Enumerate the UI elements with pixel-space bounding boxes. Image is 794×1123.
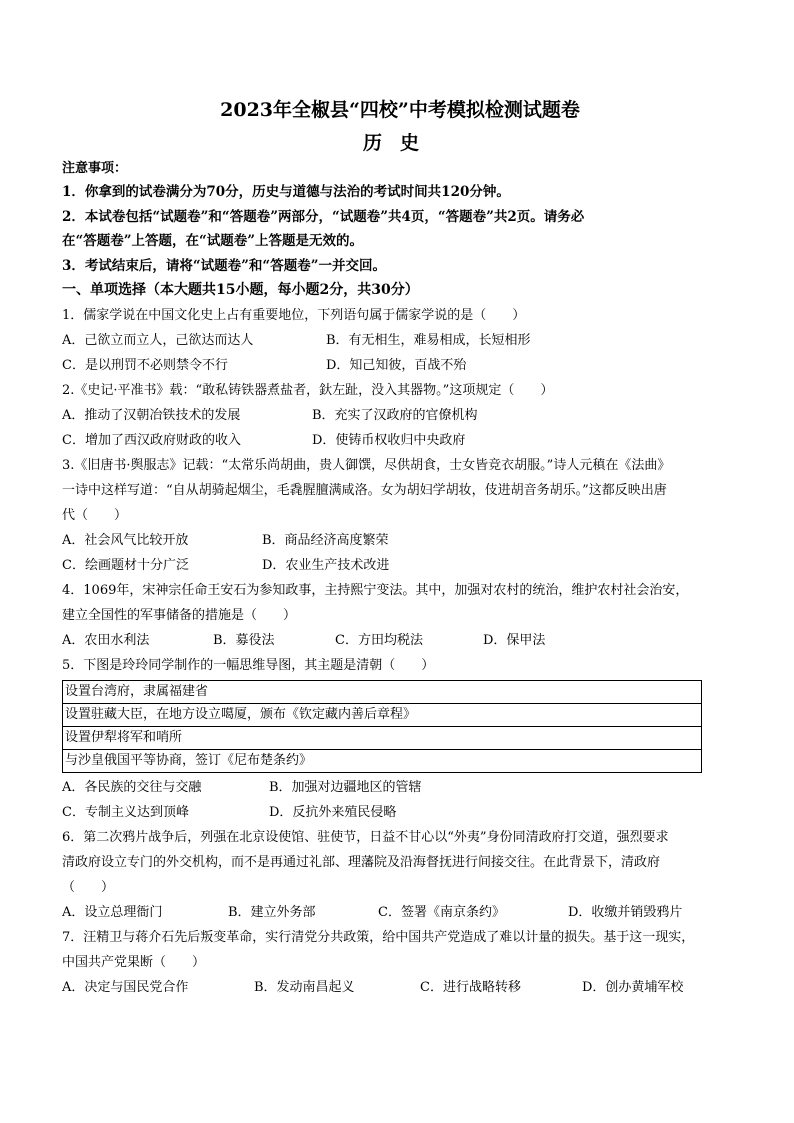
subject-title: 历史 bbox=[362, 132, 437, 154]
section-heading: 一、单项选择（本大题共15小题，每小题2分，共30分） bbox=[62, 282, 419, 298]
option-c: C．签署《南京条约》 bbox=[378, 905, 505, 920]
question-stem: 3.《旧唐书·舆服志》记载：“太常乐尚胡曲，贵人御馔，尽供胡食，士女皆竞衣胡服。”诗人元稹在《法曲》 bbox=[62, 458, 671, 473]
question-stem: 4．1069年，宋神宗任命王安石为参知政事，主持熙宁变法。其中，加强对农村的统治，维护农村社会治安， bbox=[62, 583, 689, 598]
table-cell: 设置台湾府，隶属福建省 bbox=[63, 681, 702, 704]
mind-map-table bbox=[62, 680, 702, 773]
table-row bbox=[63, 727, 702, 750]
option-d: D．创办黄埔军校 bbox=[582, 980, 684, 995]
option-a: A．社会风气比较开放 bbox=[62, 533, 189, 548]
question-stem: 6．第二次鸦片战争后，列强在北京设使馆、驻使节，日益不甘心以“外夷”身份同清政府打交道，强烈要求 bbox=[62, 830, 669, 845]
option-row bbox=[62, 528, 738, 553]
option-d: D．反抗外来殖民侵略 bbox=[269, 805, 397, 820]
option-row bbox=[62, 975, 738, 1000]
notice-item: 2．本试卷包括“试题卷”和“答题卷”两部分，“试题卷”共4页，“答题卷”共2页。请务必 bbox=[62, 208, 585, 225]
option-b: B．有无相生，难易相成，长短相形 bbox=[326, 333, 531, 348]
table-row bbox=[63, 750, 702, 773]
option-a: A．己欲立而立人，己欲达而达人 bbox=[62, 333, 254, 348]
option-b: B．发动南昌起义 bbox=[254, 980, 355, 995]
option-row bbox=[62, 353, 738, 378]
option-d: D．收缴并销毁鸦片 bbox=[568, 905, 683, 920]
question-stem: 代（ ） bbox=[62, 508, 128, 523]
question-stem: 7．汪精卫与蒋介石先后叛变革命，实行清党分共政策，给中国共产党造成了难以计量的损失。基于这一现实， bbox=[62, 930, 695, 945]
question-stem: 清政府设立专门的外交机构，而不是再通过礼部、理藩院及沿海督抚进行间接交往。在此背景下，清政府 bbox=[62, 855, 661, 870]
option-c: C．进行战略转移 bbox=[420, 980, 521, 995]
option-a: A．推动了汉朝冶铁技术的发展 bbox=[62, 408, 241, 423]
question-stem: 5．下图是玲玲同学制作的一幅思维导图，其主题是清朝（ ） bbox=[62, 658, 435, 673]
option-a: A．决定与国民党合作 bbox=[62, 980, 189, 995]
option-a: A．设立总理衙门 bbox=[62, 905, 163, 920]
option-c: C．方田均税法 bbox=[335, 633, 423, 648]
question-stem: （ ） bbox=[62, 880, 115, 895]
option-b: B．加强对边疆地区的管辖 bbox=[269, 780, 422, 795]
option-row bbox=[62, 775, 738, 800]
notice-heading: 注意事项： bbox=[62, 161, 128, 176]
question-stem: 中国共产党果断（ ） bbox=[62, 955, 206, 970]
option-row bbox=[62, 800, 738, 825]
notice-item: 1．你拿到的试卷满分为70分，历史与道德与法治的考试时间共120分钟。 bbox=[62, 184, 510, 200]
option-c: C．是以刑罚不必则禁令不行 bbox=[62, 358, 228, 373]
question-stem: 1．儒家学说在中国文化史上占有重要地位，下列语句属于儒家学说的是（ ） bbox=[62, 308, 526, 323]
option-d: D．农业生产技术改进 bbox=[262, 558, 390, 573]
option-row bbox=[62, 628, 738, 653]
option-b: B．充实了汉政府的官僚机构 bbox=[312, 408, 478, 423]
option-d: D．知己知彼，百战不殆 bbox=[326, 358, 467, 373]
question-stem: 建立全国性的军事储备的措施是（ ） bbox=[62, 608, 297, 623]
option-row bbox=[62, 900, 738, 925]
option-d: D．保甲法 bbox=[483, 633, 546, 648]
option-c: C．绘画题材十分广泛 bbox=[62, 558, 189, 573]
question-stem: 2.《史记·平准书》载：“敢私铸铁器煮盐者，釱左趾，没入其器物。”这项规定（ ） bbox=[62, 383, 554, 398]
option-row bbox=[62, 553, 738, 578]
table-cell: 设置伊犁将军和哨所 bbox=[63, 727, 702, 750]
option-row bbox=[62, 328, 738, 353]
table-row bbox=[63, 681, 702, 704]
table-row bbox=[63, 704, 702, 727]
option-row bbox=[62, 403, 738, 428]
exam-title: 2023年全椒县“四校”中考模拟检测试题卷 bbox=[220, 99, 580, 121]
option-a: A．各民族的交往与交融 bbox=[62, 780, 202, 795]
notice-item: 3．考试结束后，请将“试题卷”和“答题卷”一并交回。 bbox=[62, 257, 386, 274]
option-c: C．增加了西汉政府财政的收入 bbox=[62, 433, 241, 448]
table-cell: 设置驻藏大臣，在地方设立噶厦，颁布《钦定藏内善后章程》 bbox=[63, 704, 702, 727]
option-d: D．使铸币权收归中央政府 bbox=[312, 433, 466, 448]
notice-item: 在“答题卷”上答题，在“试题卷”上答题是无效的。 bbox=[62, 233, 364, 249]
question-stem: 一诗中这样写道：“自从胡骑起烟尘，毛毳腥膻满咸洛。女为胡妇学胡妆，伎进胡音务胡乐。”这都反映出唐 bbox=[62, 483, 667, 498]
table-cell: 与沙皇俄国平等协商，签订《尼布楚条约》 bbox=[63, 750, 702, 773]
option-row bbox=[62, 428, 738, 453]
option-b: B．商品经济高度繁荣 bbox=[262, 533, 389, 548]
option-b: B．建立外务部 bbox=[228, 905, 316, 920]
option-b: B．募役法 bbox=[213, 633, 275, 648]
exam-page bbox=[62, 96, 738, 1000]
option-c: C．专制主义达到顶峰 bbox=[62, 805, 189, 820]
option-a: A．农田水利法 bbox=[62, 633, 150, 648]
